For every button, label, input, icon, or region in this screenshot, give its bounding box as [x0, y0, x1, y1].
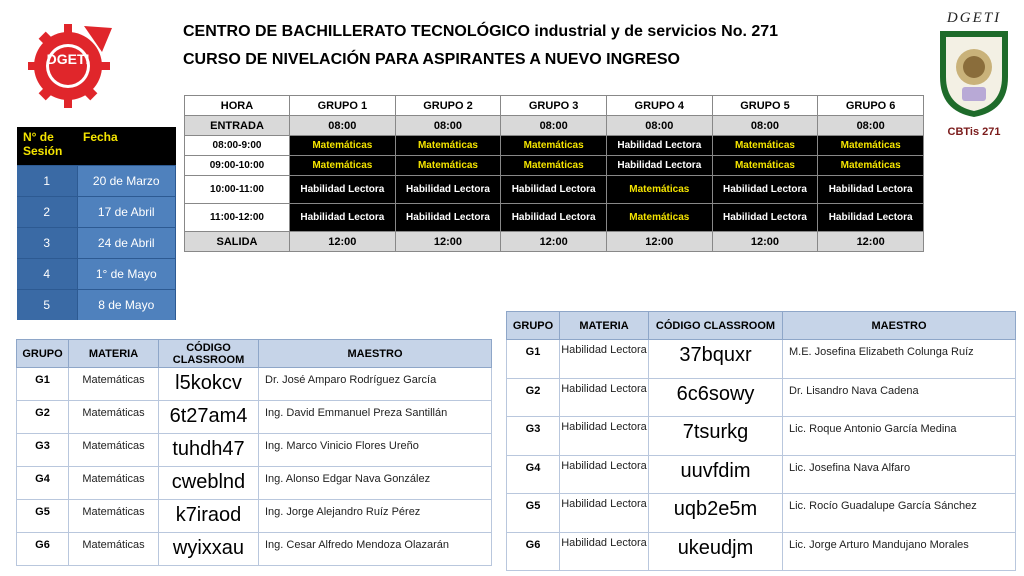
- session-date: 24 de Abril: [77, 227, 176, 258]
- slot-subject: Habilidad Lectora: [818, 176, 924, 204]
- slot-time: 10:00-11:00: [185, 176, 290, 204]
- slot-subject: Matemáticas: [818, 136, 924, 156]
- subject-cell: Habilidad Lectora: [560, 532, 649, 571]
- slot-subject: Habilidad Lectora: [606, 136, 712, 156]
- shield-emblem-icon: [934, 27, 1014, 119]
- time-slot-row: [185, 204, 924, 232]
- group-cell: G1: [507, 340, 560, 379]
- logo-dgeti-text: DGETI: [946, 10, 1002, 26]
- group-cell: G4: [17, 467, 69, 500]
- session-number: 2: [17, 196, 77, 227]
- slot-subject: Matemáticas: [501, 156, 607, 176]
- teacher-header: MAESTRO: [783, 312, 1016, 340]
- table-row: [507, 417, 1016, 456]
- table-row: [17, 467, 492, 500]
- session-number: 3: [17, 227, 77, 258]
- classroom-code: uqb2e5m: [649, 494, 783, 533]
- subject-cell: Habilidad Lectora: [560, 417, 649, 456]
- subject-cell: Matemáticas: [69, 434, 159, 467]
- subject-cell: Habilidad Lectora: [560, 340, 649, 379]
- sessions-table: [17, 127, 176, 320]
- schedule-header-cell: GRUPO 3: [501, 96, 607, 116]
- teacher-header: MAESTRO: [259, 340, 492, 368]
- subject-cell: Habilidad Lectora: [560, 455, 649, 494]
- entry-label: ENTRADA: [185, 116, 290, 136]
- schedule-header-row: [185, 96, 924, 116]
- group-cell: G5: [17, 500, 69, 533]
- slot-subject: Habilidad Lectora: [290, 176, 396, 204]
- teacher-cell: Ing. Alonso Edgar Nava González: [259, 467, 492, 500]
- group-header: GRUPO: [17, 340, 69, 368]
- exit-time: 12:00: [290, 232, 396, 252]
- teacher-cell: Ing. Marco Vinicio Flores Ureño: [259, 434, 492, 467]
- slot-subject: Habilidad Lectora: [290, 204, 396, 232]
- session-number: 4: [17, 258, 77, 289]
- teacher-cell: Ing. Jorge Alejandro Ruíz Pérez: [259, 500, 492, 533]
- classroom-code: 7tsurkg: [649, 417, 783, 456]
- slot-subject: Matemáticas: [395, 136, 501, 156]
- entry-time: 08:00: [606, 116, 712, 136]
- group-cell: G2: [507, 378, 560, 417]
- slot-subject: Habilidad Lectora: [501, 204, 607, 232]
- code-header: CÓDIGO CLASSROOM: [649, 312, 783, 340]
- schedule-table: [184, 95, 924, 252]
- classroom-code: uuvfdim: [649, 455, 783, 494]
- slot-subject: Habilidad Lectora: [712, 204, 818, 232]
- schedule-header-cell: HORA: [185, 96, 290, 116]
- dgeti-logo: [28, 14, 114, 118]
- classroom-code: 6t27am4: [159, 401, 259, 434]
- course-title: CURSO DE NIVELACIÓN PARA ASPIRANTES A NUEVO INGRESO: [183, 51, 680, 68]
- logo-cbtis-text: CBTis 271: [947, 126, 1001, 138]
- slot-subject: Habilidad Lectora: [395, 176, 501, 204]
- subject-cell: Matemáticas: [69, 401, 159, 434]
- group-cell: G6: [17, 533, 69, 566]
- sessions-header-row: [17, 127, 176, 165]
- session-date: 8 de Mayo: [77, 289, 176, 320]
- classroom-header-row: [17, 340, 492, 368]
- exit-label: SALIDA: [185, 232, 290, 252]
- classroom-code: 6c6sowy: [649, 378, 783, 417]
- entry-time: 08:00: [818, 116, 924, 136]
- classroom-code: k7iraod: [159, 500, 259, 533]
- table-row: [17, 533, 492, 566]
- teacher-cell: Lic. Rocío Guadalupe García Sánchez: [783, 494, 1016, 533]
- subject-cell: Habilidad Lectora: [560, 494, 649, 533]
- slot-time: 11:00-12:00: [185, 204, 290, 232]
- subject-cell: Matemáticas: [69, 368, 159, 401]
- slot-subject: Habilidad Lectora: [712, 176, 818, 204]
- group-cell: G5: [507, 494, 560, 533]
- group-cell: G2: [17, 401, 69, 434]
- session-date: 1° de Mayo: [77, 258, 176, 289]
- teacher-cell: Ing. Cesar Alfredo Mendoza Olazarán: [259, 533, 492, 566]
- group-cell: G3: [17, 434, 69, 467]
- slot-subject: Matemáticas: [606, 176, 712, 204]
- session-number-header: N° de Sesión: [17, 127, 77, 165]
- group-cell: G3: [507, 417, 560, 456]
- table-row: [17, 500, 492, 533]
- exit-time: 12:00: [606, 232, 712, 252]
- table-row: [507, 494, 1016, 533]
- slot-subject: Matemáticas: [712, 156, 818, 176]
- reading-classroom-table: [506, 311, 1016, 571]
- table-row: [507, 455, 1016, 494]
- group-cell: G6: [507, 532, 560, 571]
- cbtis-logo: [928, 10, 1020, 144]
- schedule-header-cell: GRUPO 6: [818, 96, 924, 116]
- subject-cell: Habilidad Lectora: [560, 378, 649, 417]
- code-header: CÓDIGO CLASSROOM: [159, 340, 259, 368]
- session-date-header: Fecha: [77, 127, 176, 165]
- teacher-cell: Lic. Roque Antonio García Medina: [783, 417, 1016, 456]
- teacher-cell: Ing. David Emmanuel Preza Santillán: [259, 401, 492, 434]
- exit-time: 12:00: [712, 232, 818, 252]
- session-row: [17, 289, 176, 320]
- schedule-header-cell: GRUPO 2: [395, 96, 501, 116]
- time-slot-row: [185, 176, 924, 204]
- entry-row: [185, 116, 924, 136]
- teacher-cell: Lic. Jorge Arturo Mandujano Morales: [783, 532, 1016, 571]
- slot-subject: Habilidad Lectora: [818, 204, 924, 232]
- subject-cell: Matemáticas: [69, 533, 159, 566]
- subject-header: MATERIA: [560, 312, 649, 340]
- teacher-cell: Dr. José Amparo Rodríguez García: [259, 368, 492, 401]
- slot-time: 08:00-9:00: [185, 136, 290, 156]
- table-row: [17, 401, 492, 434]
- slot-subject: Matemáticas: [395, 156, 501, 176]
- table-row: [507, 378, 1016, 417]
- schedule-header-cell: GRUPO 4: [606, 96, 712, 116]
- classroom-code: l5kokcv: [159, 368, 259, 401]
- classroom-header-row: [507, 312, 1016, 340]
- session-date: 20 de Marzo: [77, 165, 176, 196]
- exit-time: 12:00: [395, 232, 501, 252]
- table-row: [17, 368, 492, 401]
- group-header: GRUPO: [507, 312, 560, 340]
- time-slot-row: [185, 156, 924, 176]
- slot-subject: Matemáticas: [712, 136, 818, 156]
- slot-time: 09:00-10:00: [185, 156, 290, 176]
- table-row: [17, 434, 492, 467]
- exit-time: 12:00: [501, 232, 607, 252]
- slot-subject: Matemáticas: [818, 156, 924, 176]
- schedule-header-cell: GRUPO 5: [712, 96, 818, 116]
- slot-subject: Habilidad Lectora: [501, 176, 607, 204]
- slot-subject: Matemáticas: [290, 156, 396, 176]
- classroom-code: wyixxau: [159, 533, 259, 566]
- session-row: [17, 196, 176, 227]
- slot-subject: Habilidad Lectora: [606, 156, 712, 176]
- entry-time: 08:00: [501, 116, 607, 136]
- classroom-code: cweblnd: [159, 467, 259, 500]
- session-row: [17, 165, 176, 196]
- slot-subject: Matemáticas: [606, 204, 712, 232]
- exit-row: [185, 232, 924, 252]
- math-classroom-table: [16, 339, 492, 566]
- session-row: [17, 227, 176, 258]
- slot-subject: Matemáticas: [290, 136, 396, 156]
- entry-time: 08:00: [395, 116, 501, 136]
- subject-header: MATERIA: [69, 340, 159, 368]
- teacher-cell: M.E. Josefina Elizabeth Colunga Ruíz: [783, 340, 1016, 379]
- teacher-cell: Lic. Josefina Nava Alfaro: [783, 455, 1016, 494]
- table-row: [507, 340, 1016, 379]
- schedule-header-cell: GRUPO 1: [290, 96, 396, 116]
- classroom-code: ukeudjm: [649, 532, 783, 571]
- entry-time: 08:00: [290, 116, 396, 136]
- session-row: [17, 258, 176, 289]
- logo-dg-text: DGETI: [46, 51, 90, 67]
- session-number: 5: [17, 289, 77, 320]
- teacher-cell: Dr. Lisandro Nava Cadena: [783, 378, 1016, 417]
- classroom-code: 37bquxr: [649, 340, 783, 379]
- table-row: [507, 532, 1016, 571]
- exit-time: 12:00: [818, 232, 924, 252]
- time-slot-row: [185, 136, 924, 156]
- group-cell: G1: [17, 368, 69, 401]
- slot-subject: Matemáticas: [501, 136, 607, 156]
- session-number: 1: [17, 165, 77, 196]
- subject-cell: Matemáticas: [69, 500, 159, 533]
- classroom-code: tuhdh47: [159, 434, 259, 467]
- entry-time: 08:00: [712, 116, 818, 136]
- session-date: 17 de Abril: [77, 196, 176, 227]
- slot-subject: Habilidad Lectora: [395, 204, 501, 232]
- school-title: CENTRO DE BACHILLERATO TECNOLÓGICO industrial y de servicios No. 271: [183, 23, 779, 40]
- subject-cell: Matemáticas: [69, 467, 159, 500]
- group-cell: G4: [507, 455, 560, 494]
